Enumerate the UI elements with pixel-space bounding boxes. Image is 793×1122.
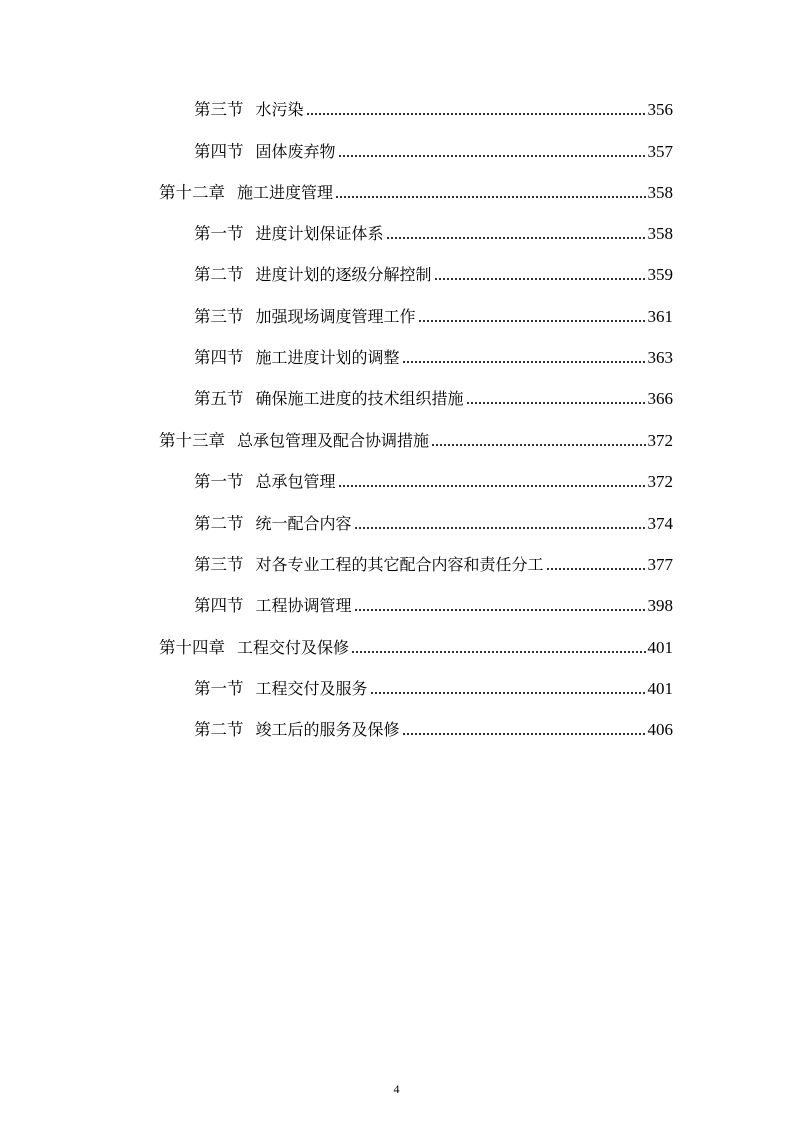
toc-entry-page: 358 xyxy=(647,183,673,202)
toc-leader-dots xyxy=(402,360,646,364)
toc-leader-dots xyxy=(338,484,646,488)
toc-entry[interactable] xyxy=(194,551,673,575)
toc-entry-title: 施工进度计划的调整 xyxy=(255,348,400,367)
toc-entry-title: 工程交付及保修 xyxy=(237,638,350,657)
toc-entry-title: 加强现场调度管理工作 xyxy=(255,307,416,326)
toc-leader-dots xyxy=(466,401,646,405)
toc-entry[interactable] xyxy=(194,468,673,492)
toc-entry-prefix: 第十三章 xyxy=(159,431,225,450)
toc-leader-dots xyxy=(354,608,646,612)
toc-entry-page: 398 xyxy=(647,596,673,615)
toc-entry-page: 366 xyxy=(647,389,673,408)
toc-entry-page: 363 xyxy=(647,348,673,367)
toc-entry[interactable] xyxy=(194,303,673,327)
toc-entry[interactable] xyxy=(159,427,673,451)
toc-entry[interactable] xyxy=(194,716,673,740)
toc-entry-prefix: 第二节 xyxy=(194,720,244,739)
toc-entry-page: 401 xyxy=(647,679,673,698)
toc-entry[interactable] xyxy=(159,179,673,203)
toc-entry[interactable] xyxy=(194,96,673,120)
toc-leader-dots xyxy=(354,526,646,530)
toc-entry[interactable] xyxy=(194,592,673,616)
toc-leader-dots xyxy=(335,195,645,199)
toc-entry-page: 372 xyxy=(647,472,673,491)
toc-entry-prefix: 第四节 xyxy=(194,142,244,161)
toc-entry-prefix: 第十二章 xyxy=(159,183,225,202)
toc-entry-title: 施工进度管理 xyxy=(237,183,334,202)
toc-entry-page: 372 xyxy=(647,431,673,450)
toc-entry[interactable] xyxy=(194,261,673,285)
toc-leader-dots xyxy=(306,112,646,116)
toc-entry[interactable] xyxy=(194,344,673,368)
toc-entry-title: 总承包管理 xyxy=(255,472,336,491)
toc-entry-page: 359 xyxy=(647,265,673,284)
toc-leader-dots xyxy=(431,443,645,447)
toc-entry[interactable] xyxy=(159,634,673,658)
toc-leader-dots xyxy=(386,236,646,240)
toc-entry-title: 进度计划保证体系 xyxy=(255,224,384,243)
toc-leader-dots xyxy=(418,319,646,323)
toc-entry[interactable] xyxy=(194,385,673,409)
toc-entry-prefix: 第五节 xyxy=(194,389,244,408)
toc-entry-page: 377 xyxy=(647,555,673,574)
toc-entry-title: 确保施工进度的技术组织措施 xyxy=(255,389,464,408)
toc-entry-title: 统一配合内容 xyxy=(255,514,352,533)
toc-entry[interactable] xyxy=(194,138,673,162)
toc-entry-prefix: 第二节 xyxy=(194,514,244,533)
toc-entry-prefix: 第一节 xyxy=(194,472,244,491)
toc-entry-title: 工程交付及服务 xyxy=(255,679,368,698)
toc-entry-title: 工程协调管理 xyxy=(255,596,352,615)
toc-entry-prefix: 第三节 xyxy=(194,307,244,326)
toc-entry-page: 358 xyxy=(647,224,673,243)
toc-entry-prefix: 第十四章 xyxy=(159,638,225,657)
toc-entry-title: 总承包管理及配合协调措施 xyxy=(237,431,430,450)
toc-leader-dots xyxy=(338,154,646,158)
toc-entry-prefix: 第四节 xyxy=(194,596,244,615)
toc-leader-dots xyxy=(351,650,645,654)
toc-entry-page: 401 xyxy=(647,638,673,657)
toc-entry-prefix: 第三节 xyxy=(194,555,244,574)
toc-entry-page: 406 xyxy=(647,720,673,739)
toc-entry-prefix: 第三节 xyxy=(194,100,244,119)
toc-entry-title: 对各专业工程的其它配合内容和责任分工 xyxy=(255,555,544,574)
toc-entry-title: 进度计划的逐级分解控制 xyxy=(255,265,432,284)
toc-entry[interactable] xyxy=(194,675,673,699)
toc-entry-prefix: 第二节 xyxy=(194,265,244,284)
toc-leader-dots xyxy=(546,567,646,571)
toc-entry[interactable] xyxy=(194,220,673,244)
toc-entry-title: 固体废弃物 xyxy=(255,142,336,161)
toc-leader-dots xyxy=(370,691,646,695)
toc-entry-page: 361 xyxy=(647,307,673,326)
toc-entry-prefix: 第一节 xyxy=(194,679,244,698)
toc-entry-page: 374 xyxy=(647,514,673,533)
toc-entry-page: 357 xyxy=(647,142,673,161)
toc-entry-title: 水污染 xyxy=(255,100,304,119)
toc-leader-dots xyxy=(434,277,646,281)
page-number: 4 xyxy=(393,1082,400,1096)
toc-leader-dots xyxy=(402,732,646,736)
toc-entry[interactable] xyxy=(194,510,673,534)
toc-entry-page: 356 xyxy=(647,100,673,119)
toc-entry-title: 竣工后的服务及保修 xyxy=(255,720,400,739)
toc-entry-prefix: 第一节 xyxy=(194,224,244,243)
toc-entry-prefix: 第四节 xyxy=(194,348,244,367)
